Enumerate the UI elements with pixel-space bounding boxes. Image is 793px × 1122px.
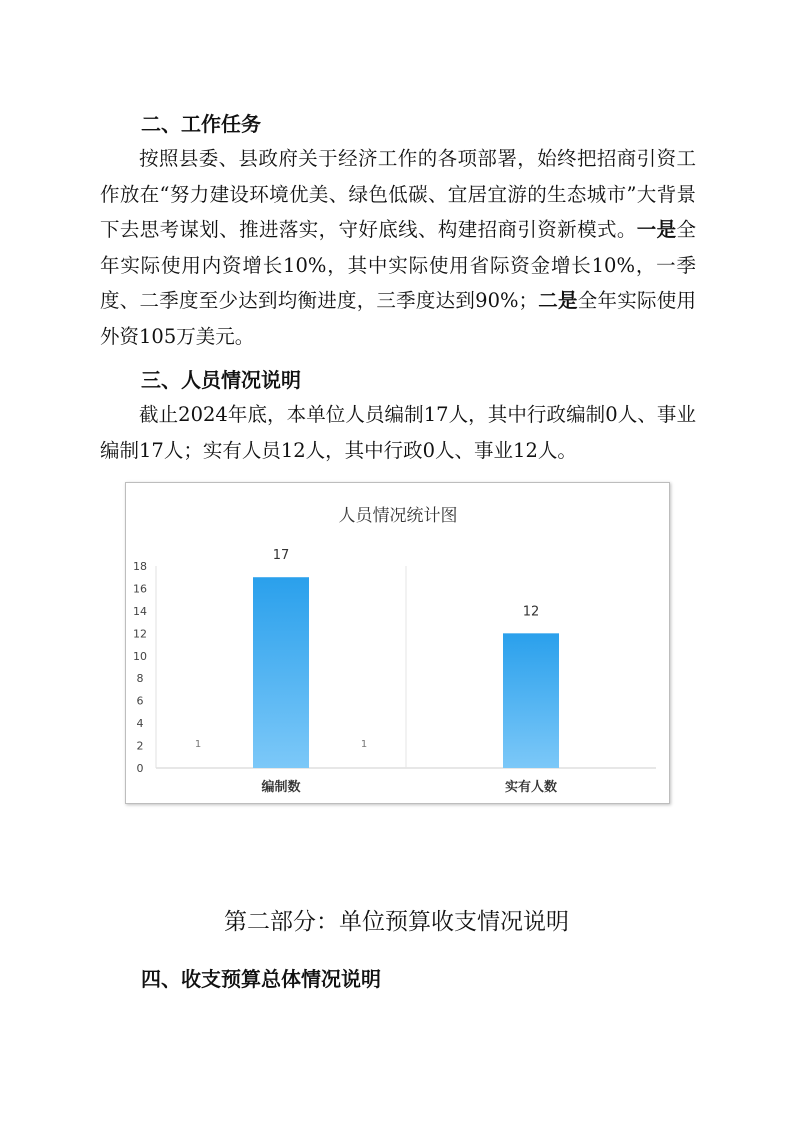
chart-canvas: [126, 483, 669, 803]
first-label: 一是: [636, 218, 677, 241]
work-tasks-paragraph: [100, 141, 696, 354]
data-label-2: 12: [522, 604, 540, 620]
y-tick-label: 8: [136, 672, 144, 686]
second-label: 二是: [538, 289, 578, 312]
y-tick-label: 14: [133, 604, 147, 618]
x-category-label: 实有人数: [504, 780, 558, 795]
y-tick-label: 6: [136, 694, 144, 708]
chart-title: 人员情况统计图: [338, 506, 458, 526]
y-tick-label: 0: [136, 762, 144, 775]
section-heading-staffing: 三、人员情况说明: [141, 368, 301, 392]
y-tick-label: 2: [136, 739, 144, 753]
part-two-title: 第二部分：单位预算收支情况说明: [224, 909, 569, 935]
second-text: 全年实际使用外资105万美元。: [100, 289, 696, 348]
first-text: 全年实际使用内资增长10%，其中实际使用省际资金增长10%，一季度、二季度至少达到均衡进度，三季度达到90%；: [100, 218, 696, 312]
y-tick-label: 18: [133, 560, 147, 573]
side-label-left: 1: [194, 739, 202, 750]
staffing-paragraph: 截止2024年底，本单位人员编制17人，其中行政编制0人、事业编制17人；实有人员12人，其中行政0人、事业12人。: [100, 403, 696, 462]
section-heading-work-tasks: 二、工作任务: [141, 112, 261, 136]
y-tick-label: 12: [133, 627, 147, 641]
x-category-label: 编制数: [261, 780, 301, 795]
bar-1: [253, 577, 309, 768]
y-tick-label: 4: [136, 717, 144, 731]
y-tick-label: 16: [133, 582, 147, 596]
staff-statistics-chart: [125, 482, 670, 804]
work-tasks-intro: 按照县委、县政府关于经济工作的各项部署，始终把招商引资工作放在“努力建设环境优美、绿色低碳、宜居宜游的生态城市”大背景下去思考谋划、推进落实，守好底线、构建招商引资新模式。: [100, 147, 696, 241]
side-label-right: 1: [360, 739, 368, 750]
section-heading-budget-overview: 四、收支预算总体情况说明: [141, 967, 381, 991]
bar-2: [503, 633, 559, 768]
data-label-1: 17: [272, 548, 290, 564]
y-tick-label: 10: [133, 649, 147, 663]
